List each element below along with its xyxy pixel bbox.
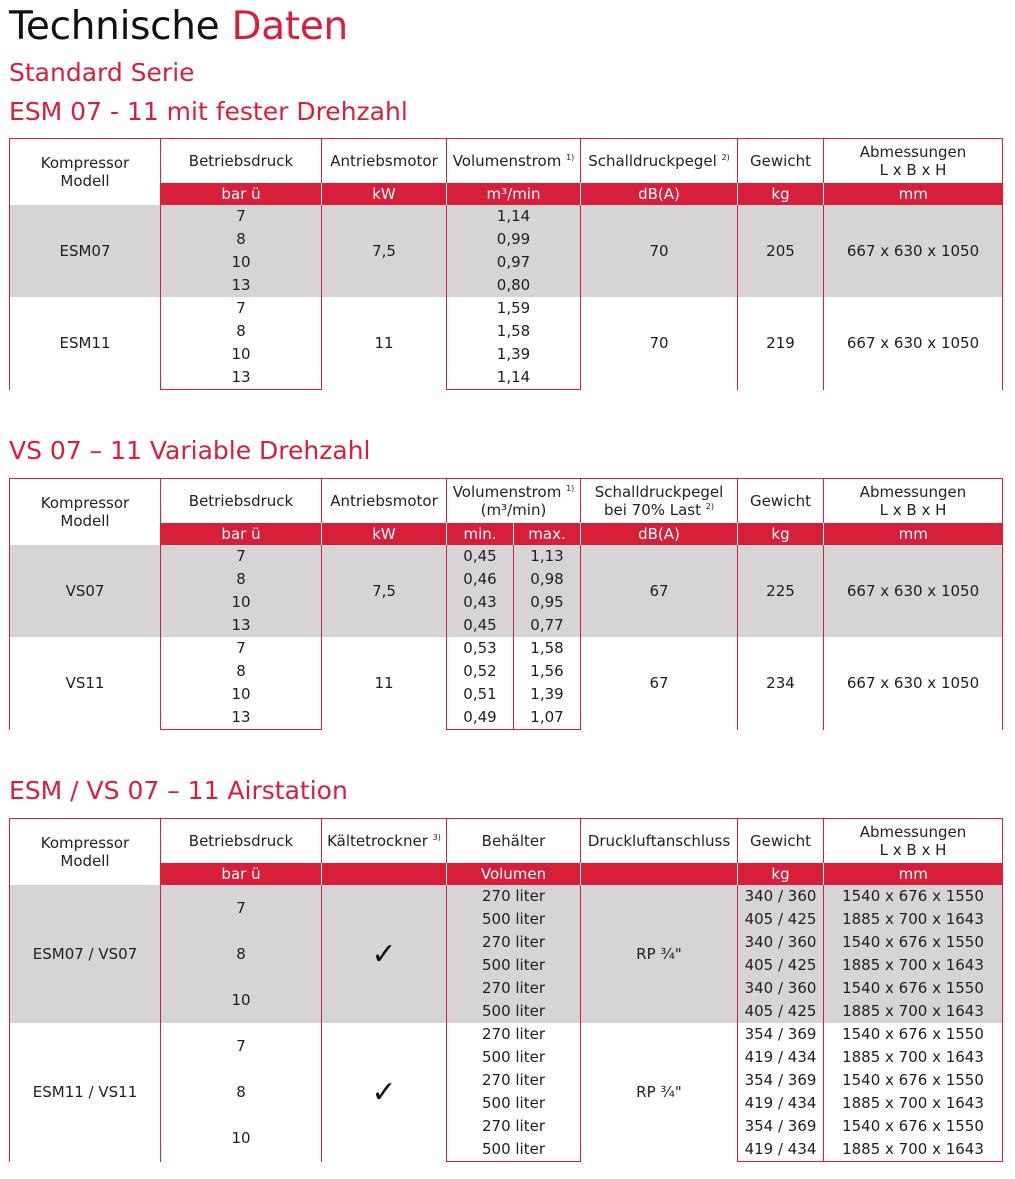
max-value: 1,07: [514, 706, 581, 730]
max-value: 1,56: [514, 660, 581, 683]
max-value: 0,77: [514, 614, 581, 637]
behaelter-value: 500 liter: [447, 1046, 581, 1069]
abm-value: 1540 x 676 x 1550: [824, 1023, 1003, 1046]
min-value: 0,46: [447, 568, 514, 591]
druck-value: 8: [161, 320, 322, 343]
header-schall: Schalldruckpegel $^{2)}$: [581, 139, 738, 184]
unit-volumen: m³/min: [447, 183, 581, 205]
gewicht-value: 419 / 434: [738, 1046, 824, 1069]
schall-value: 70: [581, 297, 738, 390]
unit-abm: mm: [824, 183, 1003, 205]
behaelter-value: 500 liter: [447, 1138, 581, 1162]
abm-value: 1540 x 676 x 1550: [824, 931, 1003, 954]
model-name: ESM11 / VS11: [10, 1023, 161, 1162]
schall-value: 70: [581, 205, 738, 297]
gewicht-value: 405 / 425: [738, 954, 824, 977]
max-value: 0,98: [514, 568, 581, 591]
volumen-value: 1,59: [447, 297, 581, 320]
gewicht-value: 234: [738, 637, 824, 730]
unit-druck: bar ü: [161, 183, 322, 205]
unit-druck: bar ü: [161, 863, 322, 885]
gewicht-value: 205: [738, 205, 824, 297]
header-modell: Kompressor Modell: [10, 819, 161, 886]
model-name: VS07: [10, 545, 161, 637]
gewicht-value: 340 / 360: [738, 885, 824, 908]
schall-value: 67: [581, 637, 738, 730]
abm-value: 1885 x 700 x 1643: [824, 954, 1003, 977]
max-value: 1,39: [514, 683, 581, 706]
page-title-accent: Daten: [231, 4, 348, 49]
header-modell: Kompressor Modell: [10, 479, 161, 546]
druck-value: 8: [161, 660, 322, 683]
behaelter-value: 270 liter: [447, 1115, 581, 1138]
abm-value: 667 x 630 x 1050: [824, 205, 1003, 297]
druck-value: 7: [161, 205, 322, 228]
motor-value: 7,5: [322, 545, 447, 637]
table-row: [10, 885, 1003, 908]
abm-value: 667 x 630 x 1050: [824, 637, 1003, 730]
unit-min: min.: [447, 523, 514, 545]
header-schall: Schalldruckpegel bei 70% Last $^{2)}$: [581, 479, 738, 524]
volumen-value: 1,14: [447, 205, 581, 228]
min-value: 0,45: [447, 614, 514, 637]
unit-abm: mm: [824, 863, 1003, 885]
druck-value: 10: [161, 591, 322, 614]
abm-value: 1885 x 700 x 1643: [824, 1138, 1003, 1162]
abm-value: 1540 x 676 x 1550: [824, 1069, 1003, 1092]
table-esm: [9, 138, 1003, 390]
behaelter-value: 270 liter: [447, 885, 581, 908]
page-title: [9, 4, 348, 50]
unit-schall: dB(A): [581, 183, 738, 205]
druck-value: 7: [161, 885, 322, 931]
header-abm: Abmessungen L x B x H: [824, 479, 1003, 524]
druck-value: 13: [161, 274, 322, 297]
behaelter-value: 500 liter: [447, 1092, 581, 1115]
page-title-main: Technische: [9, 4, 220, 49]
gewicht-value: 419 / 434: [738, 1138, 824, 1162]
header-druck: Betriebsdruck: [161, 819, 322, 864]
unit-anschluss: [581, 863, 738, 885]
druck-value: 7: [161, 1023, 322, 1069]
table-row: [10, 637, 1003, 660]
abm-value: 1885 x 700 x 1643: [824, 908, 1003, 931]
abm-value: 1885 x 700 x 1643: [824, 1000, 1003, 1023]
section-heading-esm: ESM 07 - 11 mit fester Drehzahl: [9, 97, 408, 126]
unit-gewicht: kg: [738, 523, 824, 545]
min-value: 0,49: [447, 706, 514, 730]
max-value: 0,95: [514, 591, 581, 614]
abm-value: 1885 x 700 x 1643: [824, 1092, 1003, 1115]
behaelter-value: 270 liter: [447, 1069, 581, 1092]
table-row: [10, 1023, 1003, 1046]
anschluss-value: RP ¾": [581, 1023, 738, 1162]
volumen-value: 0,97: [447, 251, 581, 274]
min-value: 0,45: [447, 545, 514, 568]
volumen-value: 0,80: [447, 274, 581, 297]
gewicht-value: 219: [738, 297, 824, 390]
gewicht-value: 419 / 434: [738, 1092, 824, 1115]
unit-motor: kW: [322, 523, 447, 545]
druck-value: 10: [161, 343, 322, 366]
unit-motor: kW: [322, 183, 447, 205]
abm-value: 667 x 630 x 1050: [824, 545, 1003, 637]
table-row: [10, 297, 1003, 320]
header-druck: Betriebsdruck: [161, 479, 322, 524]
behaelter-value: 500 liter: [447, 908, 581, 931]
gewicht-value: 340 / 360: [738, 977, 824, 1000]
druck-value: 13: [161, 614, 322, 637]
druck-value: 7: [161, 297, 322, 320]
header-motor: Antriebsmotor: [322, 139, 447, 184]
druck-value: 8: [161, 1069, 322, 1115]
model-name: ESM11: [10, 297, 161, 390]
header-motor: Antriebsmotor: [322, 479, 447, 524]
motor-value: 11: [322, 637, 447, 730]
model-name: ESM07 / VS07: [10, 885, 161, 1023]
unit-trockner: [322, 863, 447, 885]
header-volumen: Volumenstrom $^{1)}$ (m³/min): [447, 479, 581, 524]
table-row: [10, 205, 1003, 228]
druck-value: 10: [161, 1115, 322, 1162]
unit-schall: dB(A): [581, 523, 738, 545]
abm-value: 667 x 630 x 1050: [824, 297, 1003, 390]
min-value: 0,53: [447, 637, 514, 660]
schall-value: 67: [581, 545, 738, 637]
druck-value: 8: [161, 228, 322, 251]
page-subtitle: Standard Serie: [9, 58, 195, 87]
header-abm: Abmessungen L x B x H: [824, 819, 1003, 864]
abm-value: 1540 x 676 x 1550: [824, 1115, 1003, 1138]
max-value: 1,13: [514, 545, 581, 568]
druck-value: 10: [161, 251, 322, 274]
druck-value: 8: [161, 568, 322, 591]
gewicht-value: 405 / 425: [738, 1000, 824, 1023]
section-heading-vs: VS 07 – 11 Variable Drehzahl: [9, 436, 371, 465]
gewicht-value: 354 / 369: [738, 1069, 824, 1092]
druck-value: 13: [161, 706, 322, 730]
header-abm: Abmessungen L x B x H: [824, 139, 1003, 184]
min-value: 0,43: [447, 591, 514, 614]
gewicht-value: 340 / 360: [738, 931, 824, 954]
gewicht-value: 354 / 369: [738, 1115, 824, 1138]
volumen-value: 0,99: [447, 228, 581, 251]
behaelter-value: 270 liter: [447, 931, 581, 954]
druck-value: 7: [161, 545, 322, 568]
abm-value: 1885 x 700 x 1643: [824, 1046, 1003, 1069]
abm-value: 1540 x 676 x 1550: [824, 977, 1003, 1000]
anschluss-value: RP ¾": [581, 885, 738, 1023]
abm-value: 1540 x 676 x 1550: [824, 885, 1003, 908]
table-row: [10, 545, 1003, 568]
checkmark-icon: ✓: [322, 1023, 447, 1162]
volumen-value: 1,39: [447, 343, 581, 366]
header-gewicht: Gewicht: [738, 479, 824, 524]
druck-value: 13: [161, 366, 322, 390]
header-trockner: Kältetrockner $^{3)}$: [322, 819, 447, 864]
table-airstation: [9, 818, 1003, 1162]
motor-value: 11: [322, 297, 447, 390]
unit-abm: mm: [824, 523, 1003, 545]
min-value: 0,51: [447, 683, 514, 706]
volumen-value: 1,58: [447, 320, 581, 343]
header-druck: Betriebsdruck: [161, 139, 322, 184]
druck-value: 8: [161, 931, 322, 977]
unit-druck: bar ü: [161, 523, 322, 545]
header-gewicht: Gewicht: [738, 139, 824, 184]
behaelter-value: 500 liter: [447, 1000, 581, 1023]
header-modell: Kompressor Modell: [10, 139, 161, 206]
header-anschluss: Druckluftanschluss: [581, 819, 738, 864]
behaelter-value: 270 liter: [447, 1023, 581, 1046]
unit-gewicht: kg: [738, 183, 824, 205]
max-value: 1,58: [514, 637, 581, 660]
checkmark-icon: ✓: [322, 885, 447, 1023]
table-vs: [9, 478, 1003, 730]
unit-max: max.: [514, 523, 581, 545]
druck-value: 10: [161, 683, 322, 706]
gewicht-value: 225: [738, 545, 824, 637]
header-behaelter: Behälter: [447, 819, 581, 864]
min-value: 0,52: [447, 660, 514, 683]
druck-value: 10: [161, 977, 322, 1023]
unit-gewicht: kg: [738, 863, 824, 885]
behaelter-value: 270 liter: [447, 977, 581, 1000]
unit-behaelter: Volumen: [447, 863, 581, 885]
model-name: VS11: [10, 637, 161, 730]
motor-value: 7,5: [322, 205, 447, 297]
gewicht-value: 405 / 425: [738, 908, 824, 931]
behaelter-value: 500 liter: [447, 954, 581, 977]
header-gewicht: Gewicht: [738, 819, 824, 864]
header-volumen: Volumenstrom $^{1)}$: [447, 139, 581, 184]
model-name: ESM07: [10, 205, 161, 297]
gewicht-value: 354 / 369: [738, 1023, 824, 1046]
section-heading-airstation: ESM / VS 07 – 11 Airstation: [9, 776, 348, 805]
volumen-value: 1,14: [447, 366, 581, 390]
druck-value: 7: [161, 637, 322, 660]
